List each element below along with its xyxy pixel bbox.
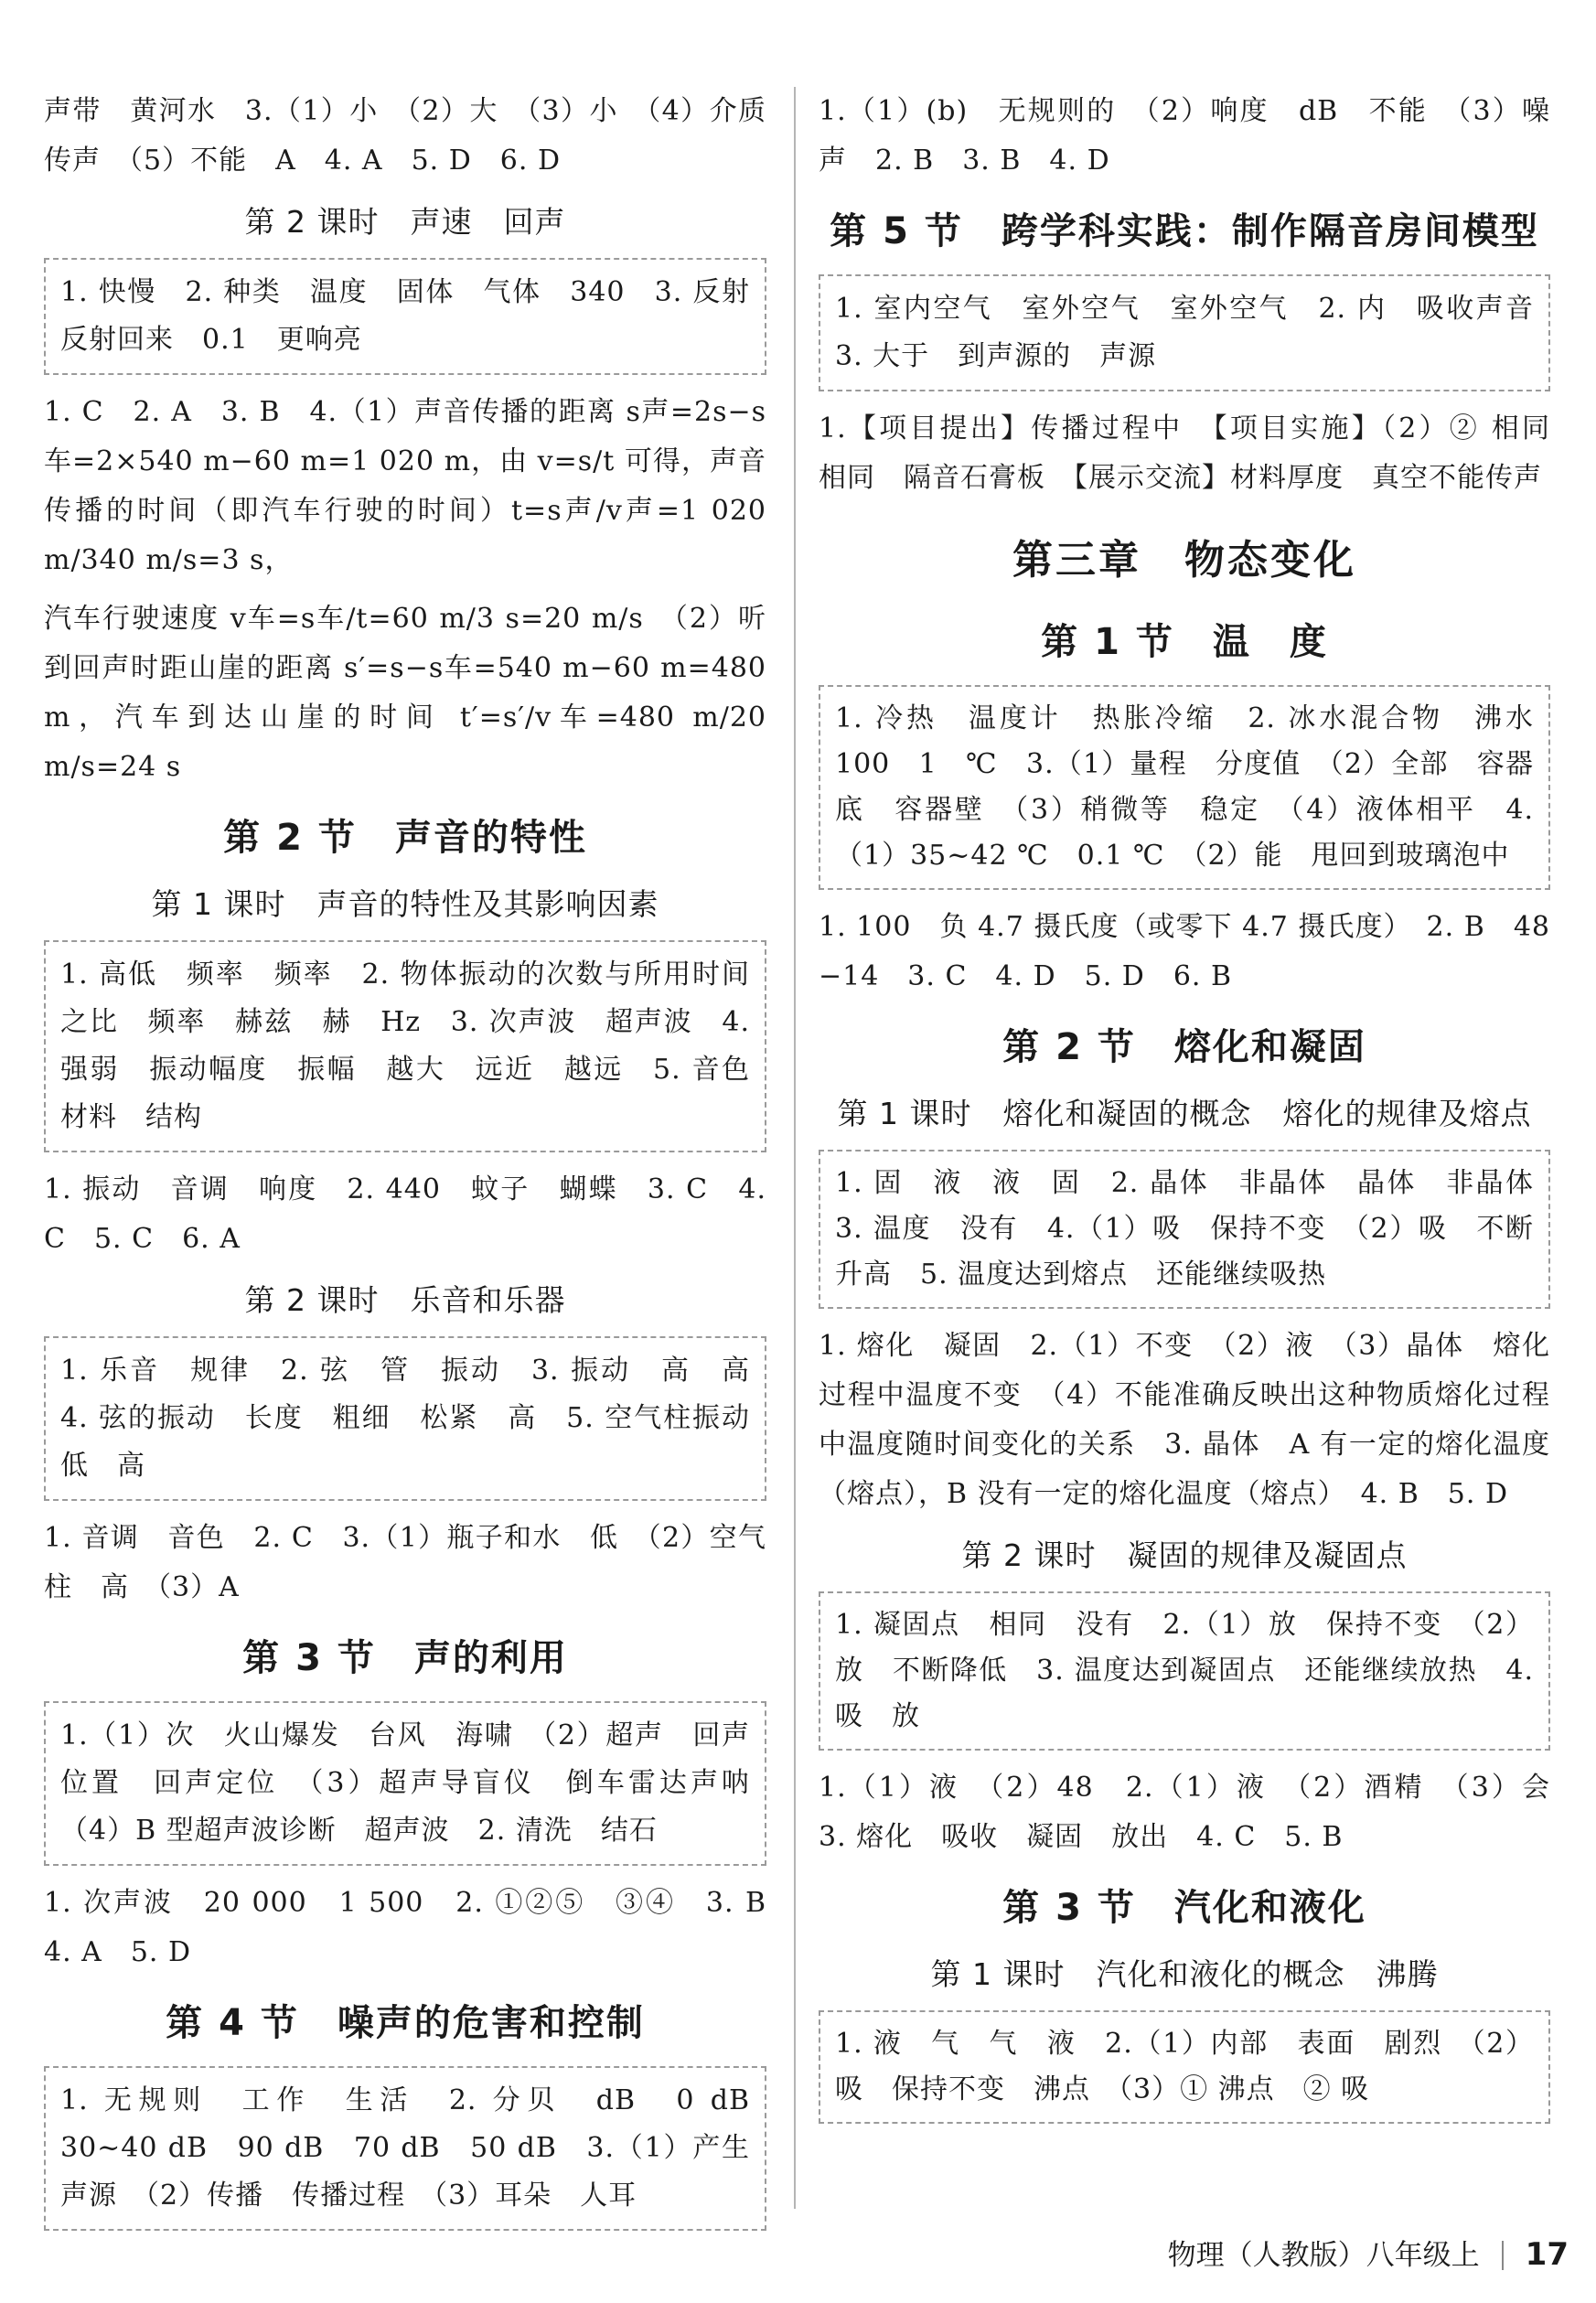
answer-box: 1.（1）次 火山爆发 台风 海啸 （2）超声 回声 位置 回声定位 （3）超声导盲仪 倒车雷达声呐 （4）B 型超声波诊断 超声波 2. 清洗 结石 (44, 1701, 766, 1866)
section-title: 第 2 节 声音的特性 (223, 817, 587, 859)
answer-paragraph: 声带 黄河水 3.（1）小 （2）大 （3）小 （4）介质传声 （5）不能 A 4. A 5. D 6. D (44, 95, 766, 177)
answer-box: 1. 固 液 液 固 2. 晶体 非晶体 晶体 非晶体 3. 温度 没有 4.（1）吸 保持不变 （2）吸 不断升高 5. 温度达到熔点 还能继续吸热 (819, 1150, 1550, 1309)
lesson-title: 第 1 课时 声音的特性及其影响因素 (151, 886, 659, 922)
lesson-title: 第 1 课时 熔化和凝固的概念 熔化的规律及熔点 (837, 1096, 1532, 1131)
answer-box: 1. 室内空气 室外空气 室外空气 2. 内 吸收声音 3. 大于 到声源的 声源 (819, 274, 1550, 391)
section-title: 第 5 节 跨学科实践：制作隔音房间模型 (830, 210, 1539, 252)
lesson-title: 第 2 课时 乐音和乐器 (244, 1282, 566, 1318)
answer-paragraph: 1. 100 负 4.7 摄氏度（或零下 4.7 摄氏度） 2. B 48 −14 3. C 4. D 5. D 6. B (819, 911, 1579, 992)
answer-paragraph: 1. C 2. A 3. B 4.（1）声音传播的距离 s声=2s−s车=2×540 m−60 m=1 020 m，由 v=s/t 可得，声音传播的时间（即汽车行驶的时间）t=s声/v声=1 020 m/340 m/s=3 s， (44, 396, 766, 576)
answer-paragraph: 1.（1）液 （2）48 2.（1）液 （2）酒精 （3）会 3. 熔化 吸收 凝固 放出 4. C 5. B (819, 1772, 1579, 1853)
section-title: 第 3 节 汽化和液化 (1002, 1887, 1366, 1929)
book-title: 物理（人教版）八年级上 (1167, 2239, 1480, 2272)
answer-paragraph: 汽车行驶速度 v车=s车/t=60 m/3 s=20 m/s （2）听到回声时距山崖的距离 s′=s−s车=540 m−60 m=480 m，汽车到达山崖的时间 t′=s′/v车=480 m/20 m/s=24 s (44, 603, 766, 783)
lesson-title: 第 2 课时 声速 回声 (244, 204, 566, 240)
answer-box: 1. 快慢 2. 种类 温度 固体 气体 340 3. 反射 反射回来 0.1 更响亮 (44, 258, 766, 375)
answer-paragraph: 1.【项目提出】传播过程中 【项目实施】（2）② 相同 相同 隔音石膏板 【展示交流】材料厚度 真空不能传声 (819, 412, 1579, 494)
answer-paragraph: 1. 振动 音调 响度 2. 440 蚊子 蝴蝶 3. C 4. C 5. C 6. A (44, 1173, 766, 1255)
page-footer (1168, 2232, 1569, 2273)
left-column (44, 87, 795, 2244)
answer-paragraph: 1. 次声波 20 000 1 500 2. ①②⑤ ③④ 3. B 4. A 5. D (44, 1887, 795, 1968)
answer-paragraph: 1. 熔化 凝固 2.（1）不变 （2）液 （3）晶体 熔化过程中温度不变 （4）不能准确反映出这种物质熔化过程中温度随时间变化的关系 3. 晶体 A 有一定的熔化温度（熔点），B 没有一定的熔化温度（熔点） 4. B 5. D (819, 1330, 1550, 1510)
section-title: 第 2 节 熔化和凝固 (1002, 1026, 1366, 1068)
answer-box: 1. 凝固点 相同 没有 2.（1）放 保持不变 （2）放 不断降低 3. 温度达到凝固点 还能继续放热 4. 吸 放 (819, 1591, 1550, 1751)
answer-box: 1. 冷热 温度计 热胀冷缩 2. 冰水混合物 沸水 100 1 ℃ 3.（1）量程 分度值 （2）全部 容器底 容器壁 （3）稍微等 稳定 （4）液体相平 4.（1）35~42 ℃ 0.1 ℃ （2）能 甩回到玻璃泡中 (819, 685, 1550, 890)
section-title: 第 4 节 噪声的危害和控制 (166, 2002, 645, 2044)
answer-box: 1. 高低 频率 频率 2. 物体振动的次数与所用时间之比 频率 赫兹 赫 Hz 3. 次声波 超声波 4. 强弱 振动幅度 振幅 越大 远近 越远 5. 音色 材料 结构 (44, 940, 766, 1152)
answer-paragraph: 1. 音调 音色 2. C 3.（1）瓶子和水 低 （2）空气柱 高 （3）A (44, 1522, 766, 1603)
answer-box: 1. 液 气 气 液 2.（1）内部 表面 剧烈 （2）吸 保持不变 沸点 （3）① 沸点 ② 吸 (819, 2010, 1550, 2124)
lesson-title: 第 1 课时 汽化和液化的概念 沸腾 (930, 1956, 1439, 1992)
answer-paragraph: 1.（1）(b) 无规则的 （2）响度 dB 不能 （3）噪声 2. B 3. B 4. D (819, 95, 1550, 177)
section-title: 第 1 节 温 度 (1041, 621, 1328, 663)
footer-separator (1502, 2241, 1504, 2270)
answer-box: 1. 无规则 工作 生活 2. 分贝 dB 0 dB 30~40 dB 90 dB 70 dB 50 dB 3.（1）产生 声源 （2）传播 传播过程 （3）耳朵 人耳 (44, 2066, 766, 2231)
lesson-title: 第 2 课时 凝固的规律及凝固点 (961, 1537, 1408, 1573)
chapter-title: 第三章 物态变化 (1012, 537, 1356, 584)
page-number: 17 (1525, 2236, 1569, 2273)
right-column (819, 87, 1579, 2137)
answer-box: 1. 乐音 规律 2. 弦 管 振动 3. 振动 高 高 4. 弦的振动 长度 粗细 松紧 高 5. 空气柱振动 低 高 (44, 1336, 766, 1501)
section-title: 第 3 节 声的利用 (242, 1637, 568, 1679)
